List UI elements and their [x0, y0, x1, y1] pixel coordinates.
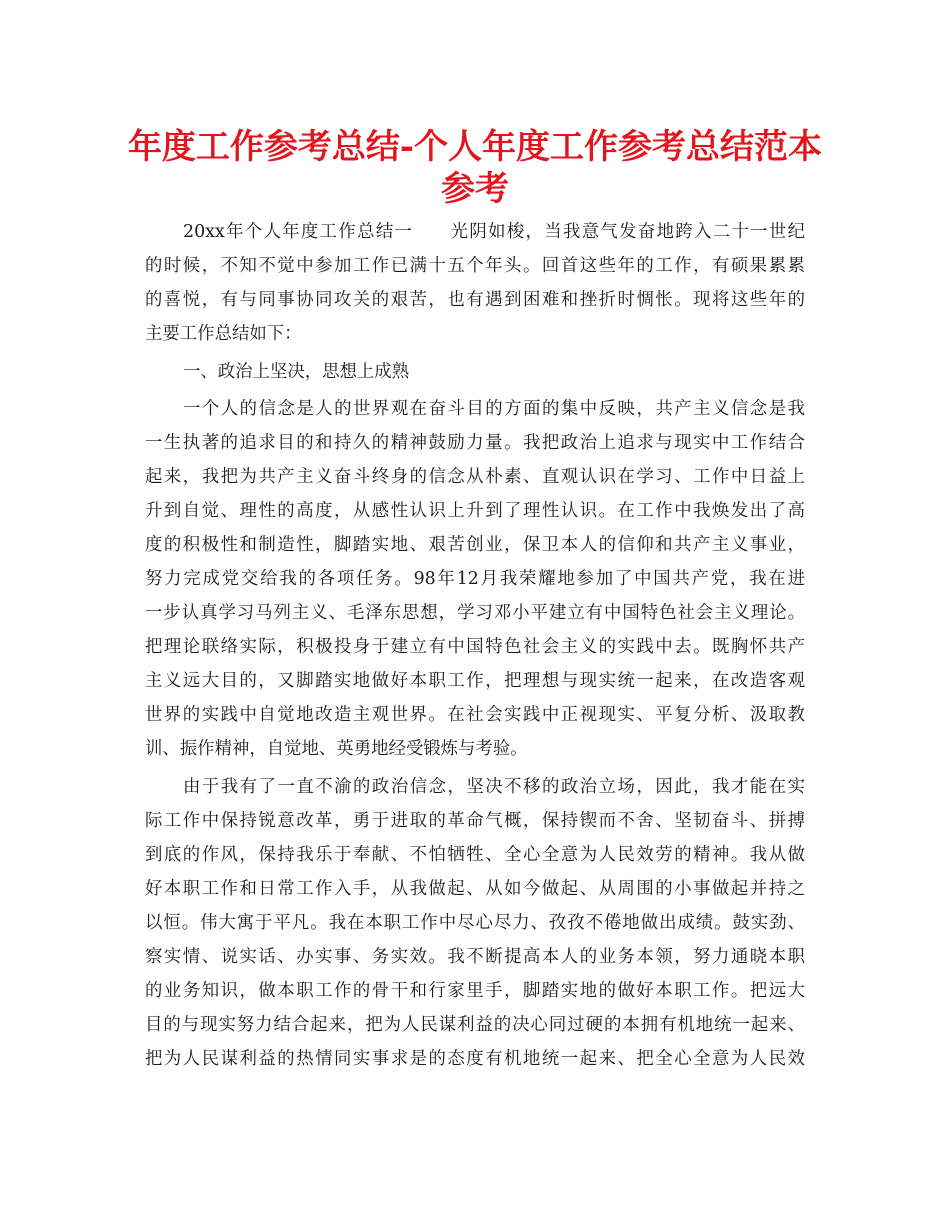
body-line: 主义远大目的，又脚踏实地做好本职工作，把理想与现实统一起来，在改造客观 — [145, 671, 805, 691]
body-line: 好本职工作和日常工作入手，从我做起、从如今做起、从周围的小事做起并持之 — [145, 879, 805, 899]
body-line: 度的积极性和制造性，脚踏实地、艰苦创业，保卫本人的信仰和共产主义事业， — [145, 535, 805, 555]
document-title-line-1: 年度工作参考总结-个人年度工作参考总结范本 — [127, 127, 823, 167]
body-line: 察实情、说实话、办实事、务实效。我不断提高本人的业务本领，努力通晓本职 — [145, 947, 805, 967]
body-line: 升到自觉、理性的高度，从感性认识上升到了理性认识。在工作中我焕发出了高 — [145, 501, 805, 521]
body-line: 世界的实践中自觉地改造主观世界。在社会实践中正视现实、平复分析、汲取教 — [145, 705, 805, 725]
body-line: 起来，我把为共产主义奋斗终身的信念从朴素、直观认识在学习、工作中日益上 — [145, 467, 805, 487]
body-line: 把为人民谋利益的热情同实事求是的态度有机地统一起来、把全心全意为人民效 — [145, 1049, 805, 1069]
body-line: 训、振作精神，自觉地、英勇地经受锻炼与考验。 — [145, 739, 528, 759]
body-line: 目的与现实努力结合起来，把为人民谋利益的决心同过硬的本拥有机地统一起来、 — [145, 1015, 805, 1035]
body-line: 努力完成党交给我的各项任务。98年12月我荣耀地参加了中国共产党，我在进 — [145, 569, 805, 589]
body-line: 以恒。伟大寓于平凡。我在本职工作中尽心尽力、孜孜不倦地做出成绩。鼓实劲、 — [145, 913, 805, 933]
body-line: 到底的作风，保持我乐于奉献、不怕牺牲、全心全意为人民效劳的精神。我从做 — [145, 845, 805, 865]
section-heading: 一、政治上坚决，思想上成熟 — [183, 362, 410, 382]
body-line: 的喜悦，有与同事协同攻关的艰苦，也有遇到困难和挫折时惆怅。现将这些年的 — [145, 290, 805, 310]
body-line: 一步认真学习马列主义、毛泽东思想，学习邓小平建立有中国特色社会主义理论。 — [145, 603, 805, 623]
body-line: 把理论联络实际，积极投身于建立有中国特色社会主义的实践中去。既胸怀共产 — [145, 637, 805, 657]
body-line: 20xx年个人年度工作总结一 光阴如梭，当我意气发奋地跨入二十一世纪 — [183, 222, 805, 242]
body-line: 际工作中保持锐意改革，勇于进取的革命气概，保持锲而不舍、坚韧奋斗、拼搏 — [145, 811, 805, 831]
body-line: 的业务知识，做本职工作的骨干和行家里手，脚踏实地的做好本职工作。把远大 — [145, 981, 805, 1001]
body-line: 一生执著的追求目的和持久的精神鼓励力量。我把政治上追求与现实中工作结合 — [145, 433, 805, 453]
body-line: 主要工作总结如下： — [145, 324, 302, 344]
body-line: 的时候，不知不觉中参加工作已满十五个年头。回首这些年的工作，有硕果累累 — [145, 256, 805, 276]
body-line: 由于我有了一直不渝的政治信念，坚决不移的政治立场，因此，我才能在实 — [183, 777, 805, 797]
body-line: 一个人的信念是人的世界观在奋斗目的方面的集中反映，共产主义信念是我 — [183, 399, 805, 419]
document-title-line-2: 参考 — [441, 169, 509, 209]
